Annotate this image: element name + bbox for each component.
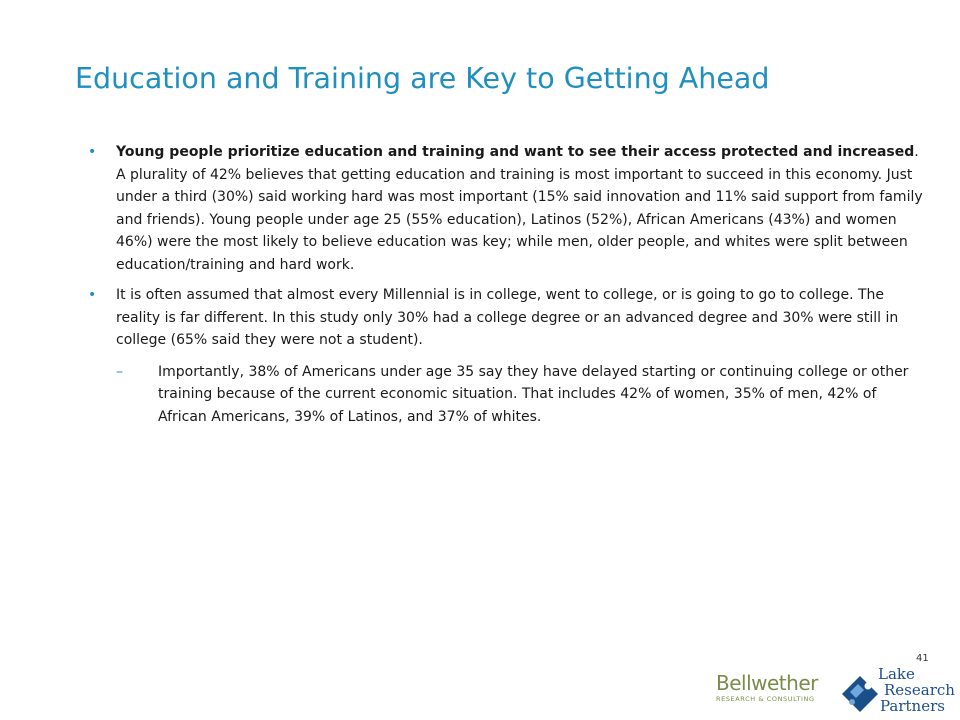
bellwether-logo-subtitle: RESEARCH & CONSULTING xyxy=(716,695,815,703)
slide-title: Education and Training are Key to Getting Ahead xyxy=(75,62,770,95)
page-number: 41 xyxy=(916,653,929,664)
bullet-item xyxy=(88,284,924,352)
bullet-marker: • xyxy=(88,287,97,303)
bellwether-logo-name: Bellwether xyxy=(716,671,818,695)
sub-bullet-body: Importantly, 38% of Americans under age 35 say they have delayed starting or continuing college or other training because of the current economic situation. That includes 42% of women, 35% of men, 42% of African Americans, 39% of Latinos, and 37% of whites. xyxy=(158,363,909,425)
slide-content xyxy=(88,141,924,428)
bullet-body: It is often assumed that almost every Millennial is in college, went to college, or is going to go to college. The reality is far different. In this study only 30% had a college degree or an advanced degree and 30% were still in college (65% said they were not a student). xyxy=(116,287,899,348)
sub-bullet-marker: – xyxy=(116,363,123,380)
lake-logo-line: Lake xyxy=(878,665,915,683)
lake-logo-line: Partners xyxy=(880,697,945,715)
bullet-marker: • xyxy=(88,144,97,160)
bullet-body: . A plurality of 42% believes that getting education and training is most important to succeed in this economy. Just under a third (30%) said working hard was most important (15% said innovation and 11% said support from family and friends). Young people under age 25 (55% education), Latinos (52%), African Americans (43%) and women 46%) were the most likely to believe education was key; while men, older people, and whites were split between education/training and hard work. xyxy=(116,144,923,273)
lake-logo-wordmark xyxy=(878,666,955,714)
puzzle-logo-icon xyxy=(838,672,882,712)
bellwether-logo xyxy=(716,672,828,716)
sub-bullet-item xyxy=(88,361,924,429)
lake-research-partners-logo xyxy=(834,666,956,720)
lake-logo-line: Research xyxy=(884,681,955,699)
bullet-item xyxy=(88,141,924,276)
bullet-lead: Young people prioritize education and training and want to see their access protected and increased xyxy=(116,144,915,160)
